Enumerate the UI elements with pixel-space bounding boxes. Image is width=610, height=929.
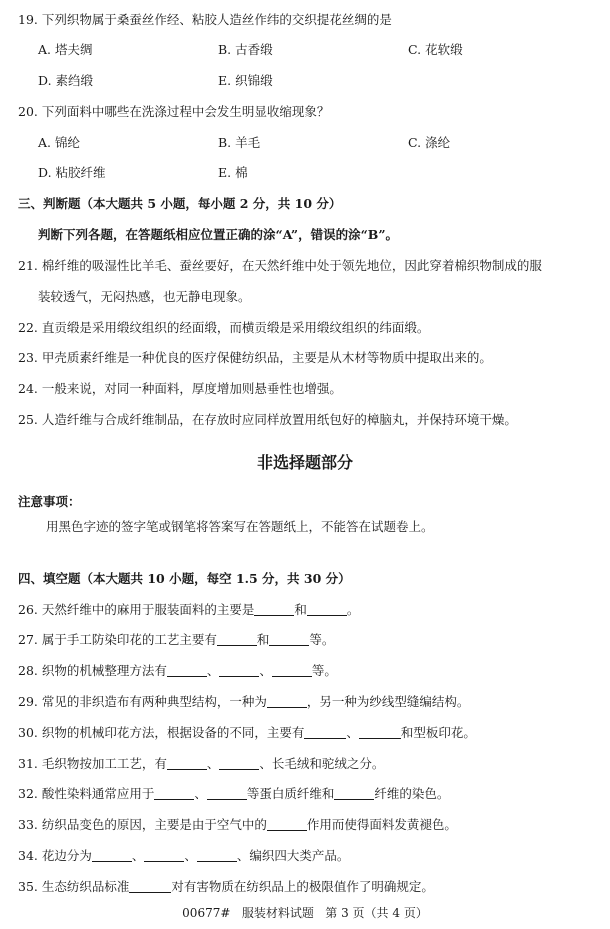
answer-blank[interactable] <box>267 695 307 708</box>
q20-option-c: C. 涤纶 <box>408 135 451 150</box>
question-19-stem: 19. 下列织物属于桑蚕丝作经、粘胶人造丝作纬的交织提花丝绸的是 <box>18 12 392 27</box>
answer-blank[interactable] <box>167 757 207 770</box>
q26-end: 。 <box>346 602 360 617</box>
question-25: 25. 人造纤维与合成纤维制品，在存放时应同样放置用纸包好的樟脑丸，并保持环境干燥。 <box>18 412 517 427</box>
q28-sep-2: 、 <box>259 663 272 678</box>
answer-blank[interactable] <box>92 849 132 862</box>
answer-blank[interactable] <box>219 664 259 677</box>
question-20-stem: 20. 下列面料中哪些在洗涤过程中会发生明显收缩现象？ <box>18 104 330 119</box>
question-22: 22. 直贡缎是采用缎纹组织的经面缎，而横贡缎是采用缎纹组织的纬面缎。 <box>18 320 430 335</box>
q29-text: 29. 常见的非织造布有两种典型结构，一种为 <box>18 694 267 709</box>
question-23: 23. 甲壳质素纤维是一种优良的医疗保健纺织品，主要是从木材等物质中提取出来的。 <box>18 350 492 365</box>
q19-option-d: D. 素绉缎 <box>38 73 94 88</box>
notice-text: 用黑色字迹的签字笔或钢笔将答案写在答题纸上，不能答在试题卷上。 <box>46 519 434 534</box>
answer-blank[interactable] <box>307 603 347 616</box>
answer-blank[interactable] <box>144 849 184 862</box>
question-24: 24. 一般来说，对同一种面料，厚度增加则悬垂性也增强。 <box>18 381 342 396</box>
q33-text: 33. 纺织品变色的原因，主要是由于空气中的 <box>18 817 267 832</box>
question-34 <box>18 848 349 864</box>
q20-option-d: D. 粘胶纤维 <box>38 165 106 180</box>
q31-text: 31. 毛织物按加工工艺，有 <box>18 756 167 771</box>
q34-text: 34. 花边分为 <box>18 848 92 863</box>
q32-end: 纤维的染色。 <box>374 786 450 801</box>
answer-blank[interactable] <box>334 787 374 800</box>
q30-sep: 、 <box>346 725 359 740</box>
part-title: 非选择题部分 <box>256 453 353 472</box>
q19-option-a: A. 塔夫绸 <box>38 42 93 57</box>
answer-blank[interactable] <box>304 726 346 739</box>
q30-end: 和型板印花。 <box>400 725 476 740</box>
answer-blank[interactable] <box>217 633 257 646</box>
notice-title: 注意事项： <box>18 494 81 509</box>
question-26 <box>18 602 359 618</box>
q33-end: 作用而使得面料发黄褪色。 <box>306 817 457 832</box>
q26-text: 26. 天然纤维中的麻用于服装面料的主要是 <box>18 602 255 617</box>
section-3-title: 三、判断题（本大题共 5 小题，每小题 2 分，共 10 分） <box>18 196 342 211</box>
q34-end: 、编织四大类产品。 <box>236 848 350 863</box>
answer-blank[interactable] <box>197 849 237 862</box>
q32-text: 32. 酸性染料通常应用于 <box>18 786 155 801</box>
q30-text: 30. 织物的机械印花方法，根据设备的不同，主要有 <box>18 725 305 740</box>
answer-blank[interactable] <box>154 787 194 800</box>
section-3-instruction: 判断下列各题，在答题纸相应位置正确的涂“A”，错误的涂“B”。 <box>38 227 399 242</box>
q19-option-b: B. 古香缎 <box>218 42 273 57</box>
q32-sep: 、 <box>194 786 207 801</box>
question-21-line-2: 装较透气，无闷热感，也无静电现象。 <box>38 289 251 304</box>
section-4-title: 四、填空题（本大题共 10 小题，每空 1.5 分，共 30 分） <box>18 571 351 586</box>
question-29 <box>18 694 469 710</box>
page-footer: 00677# 服装材料试题 第 3 页（共 4 页） <box>182 906 428 920</box>
q27-connector: 和 <box>256 632 270 647</box>
question-28 <box>18 663 337 679</box>
q28-end: 等。 <box>311 663 337 678</box>
answer-blank[interactable] <box>207 787 247 800</box>
q35-text: 35. 生态纺织品标准 <box>18 879 130 894</box>
q27-end: 等。 <box>309 632 335 647</box>
answer-blank[interactable] <box>219 757 259 770</box>
q27-text: 27. 属于手工防染印花的工艺主要有 <box>18 632 217 647</box>
answer-blank[interactable] <box>167 664 207 677</box>
answer-blank[interactable] <box>129 880 171 893</box>
q29-end: ，另一种为纱线型缝编结构。 <box>306 694 470 709</box>
answer-blank[interactable] <box>267 818 307 831</box>
question-31 <box>18 756 384 772</box>
answer-blank[interactable] <box>269 633 309 646</box>
q32-mid: 等蛋白质纤维和 <box>246 786 335 801</box>
question-21-line-1: 21. 棉纤维的吸湿性比羊毛、蚕丝要好，在天然纤维中处于领先地位，因此穿着棉织物制成的服 <box>18 258 542 273</box>
answer-blank[interactable] <box>359 726 401 739</box>
question-27 <box>18 632 334 648</box>
answer-blank[interactable] <box>254 603 294 616</box>
q19-option-c: C. 花软缎 <box>408 42 463 57</box>
question-33 <box>18 817 457 833</box>
q34-sep-2: 、 <box>184 848 197 863</box>
q35-end: 对有害物质在纺织品上的极限值作了明确规定。 <box>171 879 434 894</box>
q31-end: 、长毛绒和驼绒之分。 <box>259 756 385 771</box>
q26-connector: 和 <box>294 602 307 617</box>
question-30 <box>18 725 476 741</box>
q34-sep-1: 、 <box>131 848 145 863</box>
q28-sep-1: 、 <box>206 663 220 678</box>
q28-text: 28. 织物的机械整理方法有 <box>18 663 167 678</box>
answer-blank[interactable] <box>272 664 312 677</box>
question-35 <box>18 879 434 895</box>
q31-sep: 、 <box>206 756 220 771</box>
q20-option-b: B. 羊毛 <box>218 135 261 150</box>
q20-option-e: E. 棉 <box>218 165 248 180</box>
question-32 <box>18 786 449 802</box>
q19-option-e: E. 织锦缎 <box>218 73 273 88</box>
q20-option-a: A. 锦纶 <box>38 135 80 150</box>
